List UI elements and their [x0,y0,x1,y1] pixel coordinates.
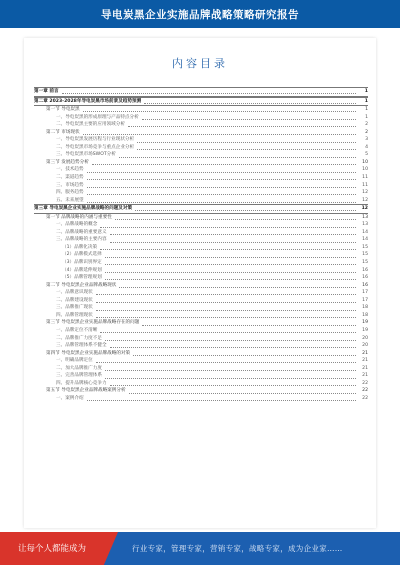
toc-entry[interactable] [34,197,368,205]
toc-entry[interactable] [34,372,368,380]
toc-entry[interactable] [34,229,368,237]
toc-entry-page: 21 [362,358,368,364]
toc-entry-title: 第一节 导电炭黑 [46,107,80,113]
toc-entry-page: 12 [361,206,368,212]
toc-leader-dots [87,198,356,203]
toc-entry[interactable] [34,214,368,222]
toc-entry-page: 11 [362,175,368,181]
toc-entry-title: 第三章 导电炭黑企业实施品牌战略的问题及对策 [34,206,133,212]
toc-entry-page: 1 [365,107,368,113]
toc-entry[interactable] [34,387,368,395]
toc-leader-dots [96,358,356,363]
toc-entry[interactable] [34,395,368,403]
toc-entry-title: 二、加大品牌推广力度 [56,365,102,371]
toc-entry[interactable] [34,304,368,312]
toc-entry-page: 22 [362,380,368,386]
toc-entry-page: 13 [362,222,368,228]
toc-entry-page: 1 [364,98,368,104]
toc-entry[interactable] [34,259,368,267]
toc-entry-page: 17 [362,290,368,296]
toc-entry-page: 20 [362,335,368,341]
toc-entry-title: 第一节 品牌战略的内涵与重要性 [46,214,112,220]
toc-entry-title: 二、品牌推广力度不足 [56,335,102,341]
toc-entry-title: 一、案例介绍 [56,395,84,401]
toc-leader-dots [62,89,356,94]
toc-entry[interactable] [34,189,368,197]
toc-leader-dots [100,245,356,250]
toc-entry-title: 二、品牌战略的重要意义 [56,229,107,235]
toc-leader-dots [133,351,356,356]
toc-leader-dots [105,260,356,265]
toc-entry-page: 18 [362,305,368,311]
toc-entry-page: 3 [365,137,368,143]
toc-leader-dots [137,145,356,150]
toc-entry-title: 二、导电炭黑主要的应用领域分析 [56,122,125,128]
toc-entry[interactable] [34,97,368,107]
toc-entry[interactable] [34,282,368,290]
toc-entry[interactable] [34,312,368,320]
toc-entry-page: 17 [362,297,368,303]
toc-entry-page: 18 [362,312,368,318]
toc-entry-title: 第二节 导电炭黑企业品牌战略现状 [46,282,117,288]
toc-entry-page: 22 [362,388,368,394]
toc-entry-title: （1）品牌化决策 [62,244,98,250]
toc-leader-dots [105,374,356,379]
toc-entry[interactable] [34,166,368,174]
toc-entry[interactable] [34,106,368,114]
toc-entry[interactable] [34,136,368,144]
toc-entry-title: 三、品牌战略的主要内容 [56,237,107,243]
toc-leader-dots [92,160,356,165]
toc-entry-title: 五、未来展望 [56,197,84,203]
footer-banner [0,532,400,565]
toc-entry-title: 第二章 2023-2028年导电炭黑市场前景及趋势预测 [34,98,142,104]
toc-entry-title: 三、品牌推广现状 [56,305,93,311]
toc-entry-page: 16 [362,275,368,281]
toc-leader-dots [96,290,356,295]
toc-leader-dots [105,275,356,280]
toc-entry-title: 三、市场趋势 [56,182,84,188]
toc-entry-page: 10 [362,159,368,165]
toc-entry-title: 四、服务趋势 [56,190,84,196]
toc-entry-page: 19 [362,320,368,326]
toc-entry[interactable] [34,319,368,327]
toc-leader-dots [105,336,356,341]
toc-leader-dots [137,138,356,143]
toc-leader-dots [87,175,356,180]
toc-entry-title: 三、完善品牌管理体系 [56,373,102,379]
toc-leader-dots [135,206,356,211]
toc-entry-page: 14 [362,229,368,235]
toc-leader-dots [110,238,356,243]
toc-entry[interactable] [34,114,368,122]
toc-entry-page: 11 [362,182,368,188]
toc-leader-dots [105,268,356,273]
toc-entry-page: 21 [362,365,368,371]
toc-leader-dots [100,328,356,333]
toc-entry-title: 二、品牌建设现状 [56,297,93,303]
toc-leader-dots [87,168,356,173]
toc-entry-title: 四、品牌管理现状 [56,312,93,318]
toc-entry-page: 5 [365,152,368,158]
toc-entry-title: （4）品牌延伸规划 [62,267,102,273]
toc-entry[interactable] [34,121,368,129]
toc-leader-dots [110,381,356,386]
toc-leader-dots [119,153,356,158]
toc-entry-title: 一、导电炭黑发展历程与行业现状分析 [56,137,135,143]
toc-entry[interactable] [34,380,368,388]
toc-entry-page: 4 [365,144,368,150]
toc-entry-page: 2 [365,122,368,128]
toc-entry-page: 15 [362,252,368,258]
toc-entry-title: 一、品牌意识现状 [56,290,93,296]
toc-entry-title: 第一章 前言 [34,89,59,94]
toc-entry[interactable] [34,87,368,97]
toc-entry[interactable] [34,159,368,167]
toc-entry-title: 第三节 发展趋势分析 [46,159,89,165]
toc-leader-dots [87,396,356,401]
toc-entry-title: （3）品牌识别界定 [62,260,102,266]
toc-entry-page: 12 [362,197,368,203]
toc-entry-page: 20 [362,343,368,349]
toc-entry-title: 一、品牌战略的概念 [56,222,98,228]
toc-entry[interactable] [34,182,368,190]
toc-entry[interactable] [34,204,368,214]
toc-entry-page: 12 [362,190,368,196]
toc-heading: 内容目录 [172,57,228,70]
document-title: 导电炭黑企业实施品牌战略策略研究报告 [101,9,299,21]
footer-tags: 行业专家，管理专家，营销专家，战略专家，成为企业家…… [132,544,343,553]
toc-entry[interactable] [34,151,368,159]
toc-leader-dots [142,321,356,326]
toc-entry[interactable] [34,297,368,305]
toc-entry[interactable] [34,350,368,358]
toc-leader-dots [100,223,356,228]
toc-entry-title: 第五节 导电炭黑企业品牌战略案例分析 [46,388,126,394]
toc-entry[interactable] [34,236,368,244]
toc-entry[interactable] [34,365,368,373]
toc-entry-title: 二、导电炭黑市场竞争与重点企业分析 [56,144,135,150]
toc-entry[interactable] [34,342,368,350]
toc-entry[interactable] [34,274,368,282]
toc-leader-dots [105,253,356,258]
toc-leader-dots [83,130,356,135]
toc-entry-page: 10 [362,167,368,173]
toc-leader-dots [87,190,356,195]
toc-entry-page: 16 [362,267,368,273]
toc-entry-page: 1 [365,114,368,120]
toc-entry-page: 16 [362,282,368,288]
toc-entry-page: 19 [362,327,368,333]
toc-entry-title: 一、技术趋势 [56,167,84,173]
document-page [24,38,376,528]
toc-leader-dots [83,107,356,112]
toc-entry-page: 22 [362,395,368,401]
toc-entry-page: 2 [365,129,368,135]
toc-entry-page: 15 [362,244,368,250]
toc-entry-title: 第四节 导电炭黑企业实施品牌战略的对策 [46,350,131,356]
toc-leader-dots [119,283,356,288]
toc-leader-dots [142,115,356,120]
toc-entry-title: 三、导电炭黑市场SWOT分析 [56,152,116,158]
toc-leader-dots [87,183,356,188]
toc-entry-page: 21 [362,373,368,379]
toc-entry[interactable] [34,221,368,229]
toc-entry[interactable] [34,174,368,182]
toc-entry[interactable] [34,327,368,335]
toc-entry-title: 第三节 导电炭黑企业实施品牌战略存在的问题 [46,320,140,326]
toc-entry-title: 四、提升品牌核心竞争力 [56,380,107,386]
toc-leader-dots [110,343,356,348]
toc-leader-dots [96,298,356,303]
toc-entry[interactable] [34,357,368,365]
toc-leader-dots [115,215,356,220]
toc-entry-title: 一、明确品牌定位 [56,358,93,364]
toc-entry-title: 三、品牌管理体系不健全 [56,343,107,349]
toc-leader-dots [128,122,356,127]
toc-entry[interactable] [34,244,368,252]
toc-entry[interactable] [34,289,368,297]
toc-leader-dots [129,389,356,394]
toc-entry-page: 1 [364,89,368,94]
toc-leader-dots [144,99,356,104]
toc-entry-title: 一、品牌定位不清晰 [56,327,98,333]
toc-entry-title: 二、渠道趋势 [56,175,84,181]
toc-entry[interactable] [34,129,368,137]
toc-entry[interactable] [34,251,368,259]
toc-entry-title: （2）品牌模式选择 [62,252,102,258]
toc-entry[interactable] [34,144,368,152]
toc-entry-title: （5）品牌管理规划 [62,275,102,281]
toc-entry-page: 13 [362,214,368,220]
toc-leader-dots [105,366,356,371]
toc-entry-title: 第二节 市场现状 [46,129,80,135]
toc-entry-page: 21 [362,350,368,356]
toc-entry-page: 14 [362,237,368,243]
toc-leader-dots [110,230,356,235]
toc-list [34,87,368,402]
toc-entry[interactable] [34,335,368,343]
toc-entry-title: 一、导电炭黑的形成原理与产品特点分析 [56,114,139,120]
header-bar [0,0,400,28]
footer-slogan: 让每个人都能成为 [18,544,87,554]
toc-leader-dots [96,313,356,318]
toc-entry-page: 15 [362,260,368,266]
toc-entry[interactable] [34,267,368,275]
toc-leader-dots [96,306,356,311]
